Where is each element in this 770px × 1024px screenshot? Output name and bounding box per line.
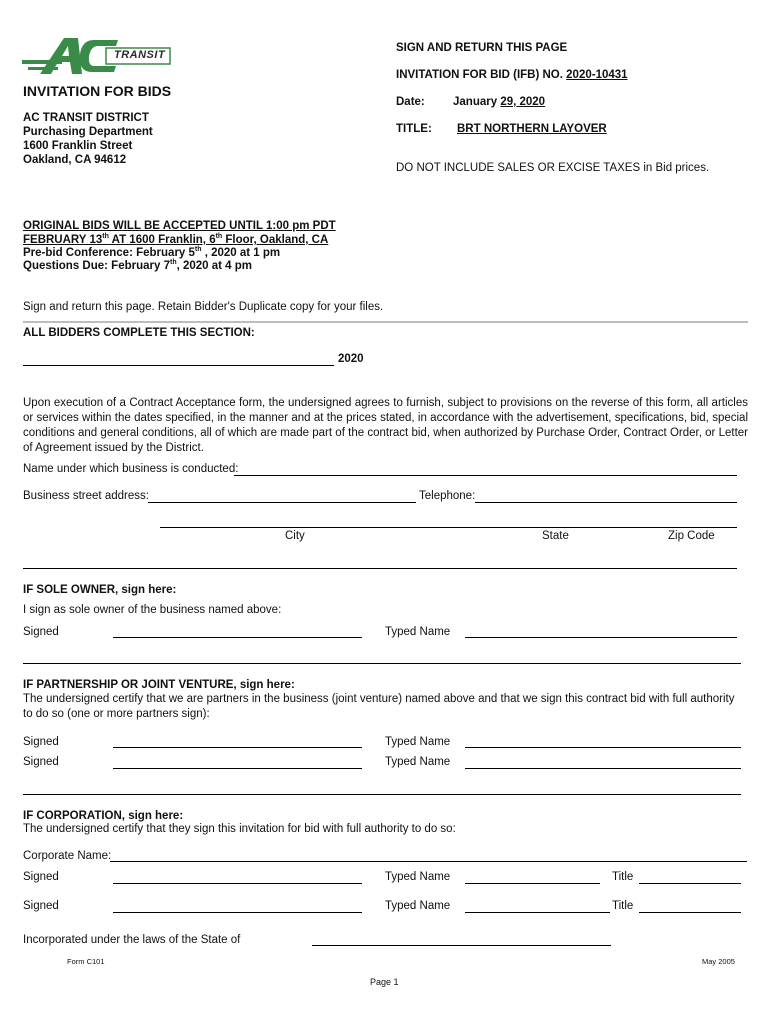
divider-top <box>23 321 748 323</box>
partner-signed-field-2[interactable] <box>113 768 362 769</box>
partnership-text: The undersigned certify that we are partners in the business (joint venture) named above and that we sign this contract bid with full authority to do so (one or more partners sign): <box>23 693 735 720</box>
date-blank-line[interactable] <box>23 365 334 366</box>
deadline-l2a: FEBRUARY 13 <box>23 234 103 246</box>
form-date: May 2005 <box>702 957 735 966</box>
partner-typed-name-label-2: Typed Name <box>385 756 451 768</box>
title-value: BRT NORTHERN LAYOVER <box>457 123 607 135</box>
corp-title-field-1[interactable] <box>639 883 741 884</box>
date-rest: 29, 2020 <box>500 96 546 108</box>
city-label: City <box>285 530 305 542</box>
year-label: 2020 <box>338 353 364 365</box>
section-all-heading: ALL BIDDERS COMPLETE THIS SECTION: <box>23 327 255 339</box>
partner-typed-name-field-2[interactable] <box>465 768 741 769</box>
partner-typed-name-field-1[interactable] <box>465 747 741 748</box>
corp-typed-name-label-2: Typed Name <box>385 900 451 912</box>
org-name: AC TRANSIT DISTRICT <box>23 112 149 124</box>
divider-sole <box>23 568 737 569</box>
deadline-l4b: , 2020 at 4 pm <box>176 260 253 272</box>
deadline-l4sup: th <box>169 259 177 267</box>
deadline-l3b: , 2020 at 1 pm <box>201 247 281 259</box>
partner-typed-name-label-1: Typed Name <box>385 736 451 748</box>
zip-label: Zip Code <box>668 530 715 542</box>
sign-return-heading: SIGN AND RETURN THIS PAGE <box>396 42 568 54</box>
street-address-field[interactable] <box>148 502 416 503</box>
city-line: Oakland, CA 94612 <box>23 154 127 166</box>
corporation-text: The undersigned certify that they sign this invitation for bid with full authority to do so: <box>23 823 456 835</box>
page-number: Page 1 <box>370 977 399 987</box>
corp-signed-field-2[interactable] <box>113 912 362 913</box>
ifb-number: 2020-10431 <box>566 69 628 81</box>
deadline-l2b: AT 1600 Franklin, 6 <box>108 234 216 246</box>
corp-typed-name-field-2[interactable] <box>465 912 610 913</box>
date-label: Date: <box>396 96 425 108</box>
logo-word: TRANSIT <box>114 49 166 61</box>
street-address-label: Business street address: <box>23 490 149 502</box>
deadline-l3a: Pre-bid Conference: February 5 <box>23 247 195 259</box>
date-month: January <box>453 96 501 108</box>
sole-typed-name-label: Typed Name <box>385 626 451 638</box>
sole-signed-label: Signed <box>23 626 59 638</box>
agreement-text: Upon execution of a Contract Acceptance form, the undersigned agrees to furnish, subject to provisions on the reverse of this form, all articles or services within the dates specified, in the manner and at the prices stated, in accordance with the advertisement, specifications, bid, special conditions and general conditions, all of which are made part of the contract bid, when authorized by Purchase Order, Contract Order, or Letter of Agreement issued by the District. <box>23 397 748 454</box>
corp-signed-label-2: Signed <box>23 900 59 912</box>
ifb-line <box>396 69 628 81</box>
partner-signed-label-1: Signed <box>23 736 59 748</box>
department: Purchasing Department <box>23 126 153 138</box>
street: 1600 Franklin Street <box>23 140 133 152</box>
corporate-name-field[interactable] <box>110 861 747 862</box>
divider-corporation <box>23 794 741 795</box>
deadline-l2sup2: th <box>215 233 223 241</box>
incorporated-label: Incorporated under the laws of the State of <box>23 934 241 946</box>
incorporated-state-field[interactable] <box>312 945 611 946</box>
sole-owner-text: I sign as sole owner of the business named above: <box>23 604 282 616</box>
business-name-label: Name under which business is conducted: <box>23 463 239 475</box>
corp-signed-label-1: Signed <box>23 871 59 883</box>
sole-signed-field[interactable] <box>113 637 362 638</box>
business-name-field[interactable] <box>234 475 737 476</box>
sole-typed-name-field[interactable] <box>465 637 737 638</box>
deadline-line-1 <box>23 220 336 232</box>
tax-note: DO NOT INCLUDE SALES OR EXCISE TAXES in Bid prices. <box>396 162 710 174</box>
doc-title: INVITATION FOR BIDS <box>23 83 172 99</box>
sole-owner-heading: IF SOLE OWNER, sign here: <box>23 584 177 596</box>
ac-transit-logo <box>22 34 172 78</box>
corp-title-field-2[interactable] <box>639 912 741 913</box>
deadline-l1b: :00 pm PDT <box>272 220 336 232</box>
telephone-field[interactable] <box>475 502 737 503</box>
divider-partnership <box>23 663 741 664</box>
corporation-heading: IF CORPORATION, sign here: <box>23 810 184 822</box>
deadline-line-2 <box>23 234 328 246</box>
state-label: State <box>542 530 569 542</box>
deadline-l3sup: th <box>194 246 202 254</box>
form-id: Form C101 <box>67 957 105 966</box>
title-label: TITLE: <box>396 123 432 135</box>
deadline-l2sup: th <box>102 233 109 241</box>
deadline-line-3 <box>23 247 280 259</box>
instructions: Sign and return this page. Retain Bidder's Duplicate copy for your files. <box>23 301 384 313</box>
ifb-label: INVITATION FOR BID (IFB) NO. <box>396 69 567 81</box>
deadline-line-4 <box>23 260 252 272</box>
partner-signed-label-2: Signed <box>23 756 59 768</box>
corp-typed-name-label-1: Typed Name <box>385 871 451 883</box>
deadline-l1a: ORIGINAL BIDS WILL BE ACCEPTED UNTIL 1 <box>23 220 273 232</box>
partner-signed-field-1[interactable] <box>113 747 362 748</box>
deadline-l4a: Questions Due: February 7 <box>23 260 170 272</box>
corp-title-label-2: Title <box>612 900 634 912</box>
partnership-heading: IF PARTNERSHIP OR JOINT VENTURE, sign here: <box>23 679 295 691</box>
telephone-label: Telephone: <box>419 490 476 502</box>
corp-signed-field-1[interactable] <box>113 883 362 884</box>
corporate-name-label: Corporate Name: <box>23 850 112 862</box>
deadline-l2c: Floor, Oakland, CA <box>222 234 329 246</box>
corp-title-label-1: Title <box>612 871 634 883</box>
corp-typed-name-field-1[interactable] <box>465 883 600 884</box>
city-state-zip-field[interactable] <box>160 527 737 528</box>
date-value <box>453 96 545 108</box>
